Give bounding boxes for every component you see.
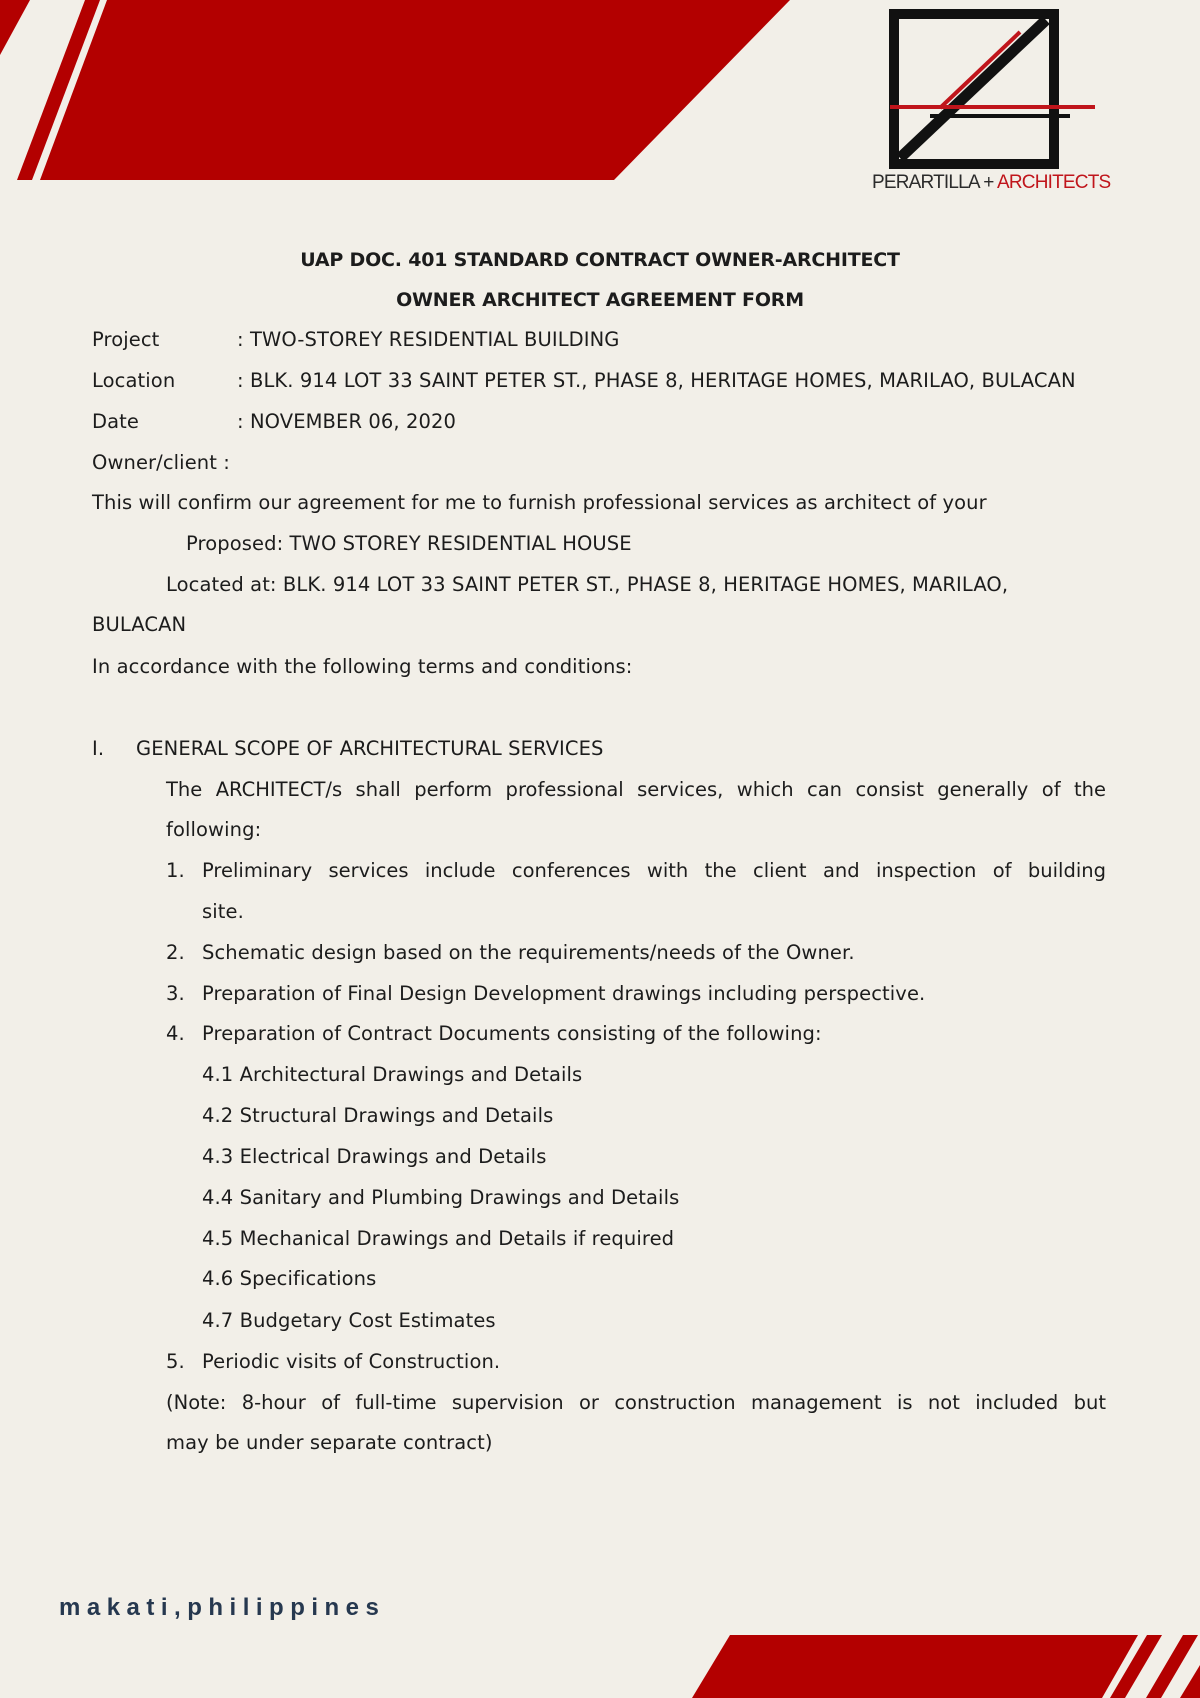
section-heading: [92, 737, 604, 761]
list-item-number: 4.: [166, 1022, 185, 1045]
intro-proposed: Proposed: TWO STOREY RESIDENTIAL HOUSE: [186, 532, 632, 555]
field-date-label: Date: [92, 410, 140, 433]
sub-list-item: 4.4 Sanitary and Plumbing Drawings and Details: [202, 1186, 680, 1209]
document-subtitle: OWNER ARCHITECT AGREEMENT FORM: [396, 289, 804, 311]
sub-list-item: 4.2 Structural Drawings and Details: [202, 1104, 554, 1127]
sub-list-item: 4.1 Architectural Drawings and Details: [202, 1063, 583, 1086]
sub-list-item: 4.6 Specifications: [202, 1267, 377, 1290]
sub-list-item: 4.5 Mechanical Drawings and Details if required: [202, 1227, 675, 1250]
field-location: [92, 369, 1076, 393]
intro-terms: In accordance with the following terms and conditions:: [92, 655, 633, 678]
intro-located-line2: BULACAN: [92, 613, 187, 636]
field-owner-label: Owner/client :: [92, 451, 230, 474]
list-item: [166, 982, 925, 1006]
field-project-value: : TWO-STOREY RESIDENTIAL BUILDING: [237, 328, 620, 351]
field-owner: [92, 451, 230, 475]
list-item-text-line2: site.: [202, 900, 244, 923]
logo-wordmark: [872, 172, 1110, 194]
field-date-value: : NOVEMBER 06, 2020: [237, 410, 457, 433]
list-item: [166, 1350, 500, 1374]
intro-located-line1: Located at: BLK. 914 LOT 33 SAINT PETER ST., PHASE 8, HERITAGE HOMES, MARILAO,: [166, 573, 1009, 596]
list-item-number: 2.: [166, 941, 185, 964]
list-item-text: Preparation of Final Design Development drawings including perspective.: [202, 982, 926, 1005]
list-item: [166, 1022, 822, 1046]
list-item: [166, 859, 202, 883]
footer-location: makati,philippines: [59, 1594, 386, 1621]
field-location-label: Location: [92, 369, 176, 392]
section-paragraph-line1: The ARCHITECT/s shall perform professional services, which can consist generally of the: [166, 778, 1106, 801]
list-item-number: 1.: [166, 859, 185, 882]
list-item-text: Preparation of Contract Documents consisting of the following:: [202, 1022, 822, 1045]
document-title: UAP DOC. 401 STANDARD CONTRACT OWNER-ARCHITECT: [300, 249, 900, 271]
list-item-text: Schematic design based on the requirements/needs of the Owner.: [202, 941, 855, 964]
list-item-number: 3.: [166, 982, 185, 1005]
section-heading-text: GENERAL SCOPE OF ARCHITECTURAL SERVICES: [136, 737, 604, 760]
company-logo: [870, 8, 1110, 198]
list-item: [166, 941, 855, 965]
field-project-label: Project: [92, 328, 160, 351]
field-location-value: : BLK. 914 LOT 33 SAINT PETER ST., PHASE 8, HERITAGE HOMES, MARILAO, BULACAN: [237, 369, 1076, 392]
field-date: [92, 410, 456, 434]
list-item-text-line1: Preliminary services include conferences with the client and inspection of building: [202, 859, 1106, 882]
note-line1: (Note: 8-hour of full-time supervision or construction management is not included but: [166, 1391, 1106, 1414]
note-line2: may be under separate contract): [166, 1431, 493, 1454]
field-project: [92, 328, 620, 352]
list-item-number: 5.: [166, 1350, 185, 1373]
logo-name-part1: PERARTILLA +: [872, 172, 994, 193]
section-paragraph-line2: following:: [166, 818, 262, 841]
section-number: I.: [92, 737, 105, 760]
intro-line: This will confirm our agreement for me to furnish professional services as architect of your: [92, 491, 987, 514]
logo-name-part2: ARCHITECTS: [996, 172, 1111, 193]
list-item-text: Periodic visits of Construction.: [202, 1350, 501, 1373]
sub-list-item: 4.7 Budgetary Cost Estimates: [202, 1309, 496, 1332]
sub-list-item: 4.3 Electrical Drawings and Details: [202, 1145, 547, 1168]
